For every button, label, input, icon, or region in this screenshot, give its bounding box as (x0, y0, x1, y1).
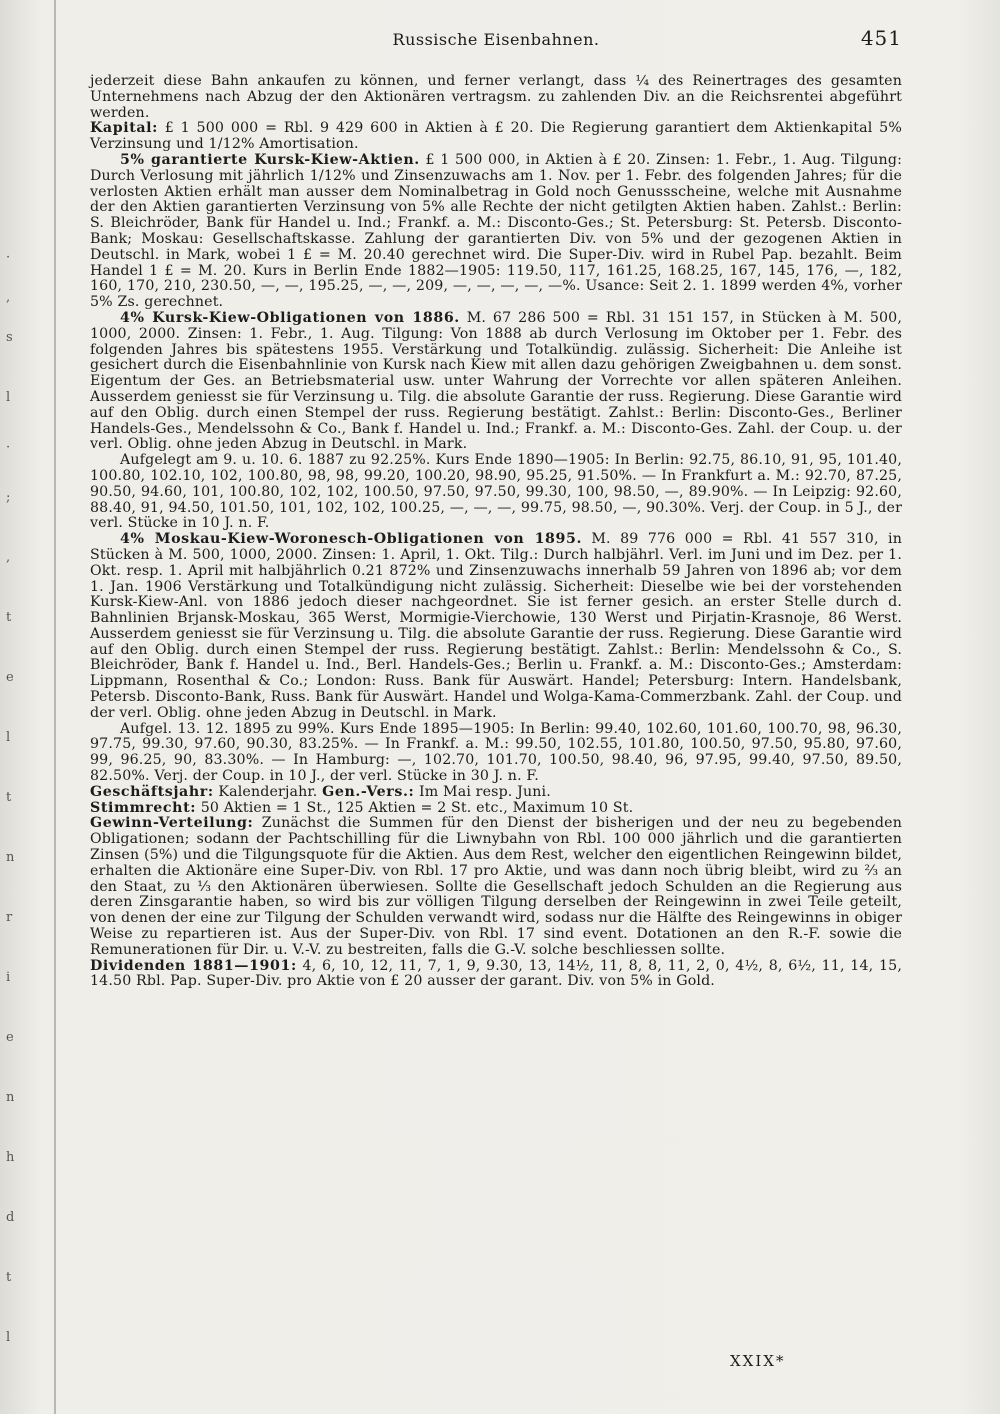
paragraph-text: Zunächst die Summen für den Dienst der bisherigen und der neu zu begebenden Obligationen; sodann der Pachtschilling für die Liwnybahn von Rbl. 100 000 jährlich und die garantierten Zinsen (5%) und die Tilgungsquote für die Aktien. Aus dem Rest, welcher den eigentlichen Reingewinn bildet, erhalten die Aktionäre eine Super-Div. von Rbl. 17 pro Aktie, und was dann noch übrig bleibt, wird zu ⅔ an den Staat, zu ⅓ den Aktionären überwiesen. Sollte die Gesellschaft jedoch Schulden an die Regierung aus deren Zinsgarantie haben, so wird bis zur völligen Tilgung derselben der Reingewinn in zwei Teile geteilt, von denen der eine zur Tilgung der Schulden verwandt wird, sodass nur die Hälfte des Reingewinns in obiger Weise zu repartieren ist. Aus der Super-Div. von Rbl. 17 sind event. Dotationen an den R.-F. sowie die Remunerationen für Dir. u. V.-V. zu bestreiten, falls die G.-V. solche beschliessen sollte. (90, 815, 902, 958)
paragraph-text: 50 Aktien = 1 St., 125 Aktien = 2 St. etc., Maximum 10 St. (200, 799, 634, 816)
running-title: Russische Eisenbahnen. (392, 30, 600, 49)
paragraph-label: 4% Kursk-Kiew-Obligationen von 1886. (120, 309, 460, 326)
paragraph-gewinn-verteilung (90, 816, 902, 958)
paragraph-label: Gewinn-Verteilung: (90, 815, 254, 832)
paragraph-text: £ 1 500 000 = Rbl. 9 429 600 in Aktien à £ 20. Die Regierung garantiert dem Aktienkapital 5% Verzinsung und 1/12% Amortisation. (90, 120, 902, 153)
paragraph-geschaeftsjahr (90, 785, 902, 801)
paragraph-text: M. 89 776 000 = Rbl. 41 557 310, in Stücken à M. 500, 1000, 2000. Zinsen: 1. April, 1. Okt. Tilg.: Durch halbjährl. Verl. im Juni und im Dez. per 1. Okt. resp. 1. April mit halbjährlich 0.21 872% und Zinsenzuwachs innerhalb 59 Jahren von 1896 ab; vor dem 1. Jan. 1906 Verstärkung und Totalkündigung nicht zulässig. Sicherheit: Dieselbe wie bei der vorstehenden Kursk-Kiew-Anl. von 1886 jedoch dieser nachgeordnet. Sie ist ferner gesich. an erster Stelle durch d. Bahnlinien Brjansk-Moskau, 365 Werst, Mormigie-Vierchowie, 130 Werst und Pirjatin-Krasnoje, 86 Werst. Ausserdem geniesst sie für Verzinsung u. Tilg. die absolute Garantie der russ. Regierung. Diese Garantie wird auf den Oblig. durch einen Stempel der russ. Regierung bestätigt. Zahlst.: Berlin: Mendelssohn & Co., S. Bleichröder, Bank f. Handel u. Ind., Berl. Handels-Ges.; Berlin u. Frankf. a. M.: Disconto-Ges.; Amsterdam: Lippmann, Rosenthal & Co.; London: Russ. Bank für Auswärt. Handel; Petersburg: Intern. Handelsbank, Petersb. Disconto-Bank, Russ. Bank für Auswärt. Handel und Wolga-Kama-Commerzbank. Zahl. der Coup. und der verl. Oblig. ohne jeden Abzug in Deutschl. in Mark. (90, 531, 902, 721)
paragraph-label: Stimmrecht: (90, 799, 197, 816)
paragraph-text: Aufgelegt am 9. u. 10. 6. 1887 zu 92.25%. Kurs Ende 1890—1905: In Berlin: 92.75, 86.10, 91, 95, 101.40, 100.80, 102.10, 102, 100.80, 98, 98, 99.20, 100.20, 98.90, 95.25, 91.50%. — In Frankfurt a. M.: 92.70, 87.25, 90.50, 94.60, 101, 100.80, 102, 102, 100.50, 97.50, 97.50, 99.30, 100, 98.50, —, 89.90%. — In Leipzig: 92.60, 88.40, 91, 94.50, 101.50, 101, 102, 102, 100.25, —, —, —, 99.75, 98.50, —, 90.30%. Verj. der Coup. in 5 J., der verl. Stücke in 10 J. n. F. (90, 452, 902, 532)
paragraph-kurse-1895 (90, 722, 902, 785)
paragraph-label: Geschäftsjahr: (90, 783, 214, 800)
paragraph-text: £ 1 500 000, in Aktien à £ 20. Zinsen: 1. Febr., 1. Aug. Tilgung: Durch Verlosung mit jährlich 1/12% und Zinsenzuwachs am 1. Nov. per 1. Febr. des folgenden Jahres; für die verlosten Aktien erhält man ausser dem Nominalbetrag in Gold noch Genussscheine, welche mit Ausnahme der den Aktien garantierten Verzinsung von 5% alle Rechte der nicht getilgten Aktien haben. Zahlst.: Berlin: S. Bleichröder, Bank für Handel u. Ind.; Frankf. a. M.: Disconto-Ges.; St. Petersburg: St. Petersb. Disconto-Bank; Moskau: Gesellschaftskasse. Zahlung der garantierten Div. von 5% und der gezogenen Aktien in Deutschl. in Mark, wobei 1 £ = M. 20.40 gerechnet wird. Die Super-Div. wird in Rubel Pap. bezahlt. Beim Handel 1 £ = M. 20. Kurs in Berlin Ende 1882—1905: 119.50, 117, 161.25, 168.25, 167, 145, 176, —, 182, 160, 170, 210, 230.50, —, —, 195.25, —, —, 209, —, —, —, —, —%. Usance: Seit 2. 1. 1899 werden 4%, vorher 5% Zs. gerechnet. (90, 151, 902, 311)
paragraph-text: Kalenderjahr. (218, 783, 318, 800)
paragraph-label: Kapital: (90, 120, 159, 137)
text-body (90, 74, 902, 990)
paragraph-moskau-kiew-woronesch (90, 532, 902, 722)
paragraph-label: 5% garantierte Kursk-Kiew-Aktien. (120, 151, 420, 168)
paragraph-stimmrecht (90, 801, 902, 817)
paragraph-intro (90, 74, 902, 121)
left-margin-bleed: · , s l · ; , t e l t n r i e n h d t l (6, 250, 15, 1345)
paragraph-label-2: Gen.-Vers.: (322, 783, 415, 800)
paragraph-text: Aufgel. 13. 12. 1895 zu 99%. Kurs Ende 1895—1905: In Berlin: 99.40, 102.60, 101.60, 100.70, 98, 96.30, 97.75, 99.30, 97.60, 90.30, 83.25%. — In Frankf. a. M.: 99.50, 102.55, 101.80, 100.50, 97.50, 95.80, 97.60, 99, 96.25, 90, 83.30%. — In Hamburg: —, 102.70, 101.70, 100.50, 98.40, 96, 97.95, 99.40, 97.50, 89.50, 82.50%. Verj. der Coup. in 10 J., der verl. Stücke in 30 J. n. F. (90, 720, 902, 785)
page-number: 451 (860, 26, 902, 50)
paragraph-text-2: Im Mai resp. Juni. (419, 783, 551, 800)
paragraph-label: 4% Moskau-Kiew-Woronesch-Obligationen von 1895. (120, 531, 582, 548)
paragraph-kapital (90, 121, 902, 153)
paragraph-label: Dividenden 1881—1901: (90, 957, 297, 974)
paragraph-kursk-kiew-obligationen (90, 311, 902, 453)
paragraph-text: 4, 6, 10, 12, 11, 7, 1, 9, 9.30, 13, 14½, 11, 8, 8, 11, 2, 0, 4½, 8, 6½, 11, 14, 15, 14.50 Rbl. Pap. Super-Div. pro Aktie von £ 20 ausser der garant. Div. von 5% in Gold. (90, 957, 903, 990)
paragraph-kursk-kiew-aktien (90, 153, 902, 311)
page-header (90, 26, 902, 60)
paragraph-text: jederzeit diese Bahn ankaufen zu können, und ferner verlangt, dass ¼ des Reinertrages des gesamten Unternehmens nach Abzug der den Aktionären vertragsm. zu zahlenden Div. an die Reichsrentei abgeführt werden. (90, 73, 902, 121)
binding-gutter (54, 0, 56, 1414)
paragraph-text: M. 67 286 500 = Rbl. 31 151 157, in Stücken à M. 500, 1000, 2000. Zinsen: 1. Febr., 1. Aug. Tilgung: Von 1888 ab durch Verlosung im Oktober per 1. Febr. des folgenden Jahres bis spätestens 1955. Verstärkung und Totalkündig. zulässig. Sicherheit: Die Anleihe ist gesichert durch die Eisenbahnlinie von Kursk nach Kiew mit allen dazu gehörigen Zweigbahnen u. dem sonst. Eigentum der Ges. an Betriebsmaterial usw. unter Wahrung der Vorrechte vor allen späteren Anleihen. Ausserdem geniesst sie für Verzinsung u. Tilg. die absolute Garantie der russ. Regierung. Diese Garantie wird auf den Oblig. durch einen Stempel der russ. Regierung bestätigt. Zahlst.: Berlin: Disconto-Ges., Berliner Handels-Ges., Mendelssohn & Co., Bank f. Handel u. Ind.; Frankf. a. M.: Disconto-Ges. Zahl. der Coup. u. der verl. Oblig. ohne jeden Abzug in Deutschl. in Mark. (90, 309, 903, 453)
signature-mark: XXIX* (730, 1352, 786, 1370)
paragraph-dividenden (90, 959, 902, 991)
paragraph-kurse-1886 (90, 453, 902, 532)
